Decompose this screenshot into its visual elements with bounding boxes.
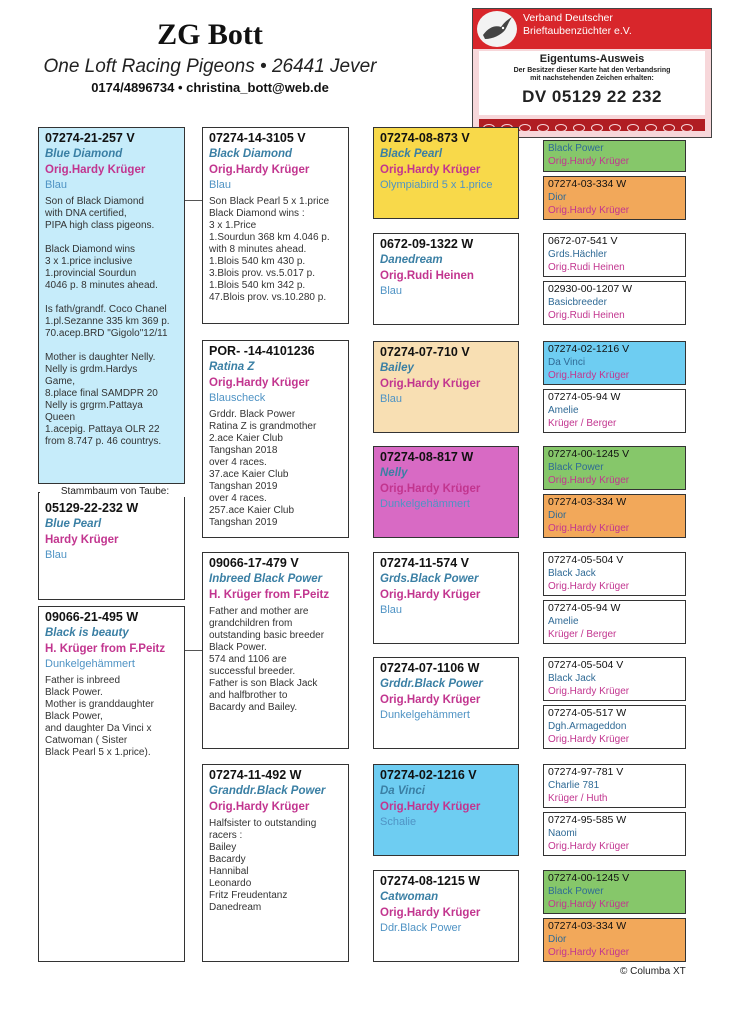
grandparent-box-4[interactable] bbox=[202, 764, 349, 962]
pigeon-color: Schalie bbox=[380, 816, 417, 828]
mother-box[interactable] bbox=[38, 606, 185, 962]
card-label: Eigentums-Ausweis bbox=[539, 53, 645, 65]
description-line: 1.Blois 540 km 342 p. bbox=[209, 280, 306, 291]
description-line: 70.acep.BRD "Gigolo"12/11 bbox=[45, 328, 168, 339]
description-line bbox=[45, 292, 180, 304]
pigeon-name: Basicbreeder bbox=[548, 297, 607, 308]
description-line: Black Power. bbox=[45, 687, 103, 698]
card-organisation bbox=[523, 12, 707, 38]
description-line: 3.Blois prov. vs.5.017 p. bbox=[209, 268, 315, 279]
pigeon-description bbox=[209, 606, 344, 714]
pigeon-name: Black Power bbox=[548, 462, 604, 473]
breeder-name: Orig.Hardy Krüger bbox=[209, 801, 310, 813]
description-line: Is fath/grandf. Coco Chanel bbox=[45, 304, 167, 315]
gen4-box-16[interactable] bbox=[543, 918, 686, 962]
breeder-name: Orig.Hardy Krüger bbox=[380, 801, 481, 813]
gen4-box-10[interactable] bbox=[543, 600, 686, 644]
description-line: 1.acepig. Pattaya OLR 22 bbox=[45, 424, 160, 435]
description-line: and daughter Da Vinci x bbox=[45, 723, 152, 734]
gen3-box-4[interactable] bbox=[373, 446, 519, 538]
breeder-name: Krüger / Berger bbox=[548, 418, 617, 429]
description-line: Son of Black Diamond bbox=[45, 196, 144, 207]
gen3-box-1[interactable] bbox=[373, 127, 519, 219]
description-line: Bailey bbox=[209, 842, 237, 853]
pigeon-name: Da Vinci bbox=[548, 357, 586, 368]
description-line: Halfsister to outstanding bbox=[209, 818, 317, 829]
pigeon-name: Black Jack bbox=[548, 568, 596, 579]
gen4-box-14[interactable] bbox=[543, 812, 686, 856]
description-line: Tangshan 2018 bbox=[209, 445, 278, 456]
gen4-box-4[interactable] bbox=[543, 281, 686, 325]
card-ring-number: DV 05129 22 232 bbox=[522, 87, 662, 106]
description-line: with 8 minutes ahead. bbox=[209, 244, 307, 255]
gen4-box-12[interactable] bbox=[543, 705, 686, 749]
subject-box[interactable] bbox=[38, 492, 185, 600]
ring-number: 07274-11-574 V bbox=[380, 556, 469, 570]
ring-number: 07274-05-504 V bbox=[548, 659, 624, 671]
description-line: Bacardy and Bailey. bbox=[209, 702, 298, 713]
pigeon-color: Dunkelgehämmert bbox=[380, 709, 470, 721]
description-line: Nelly is grdm.Hardys bbox=[45, 364, 138, 375]
breeder-title: ZG Bott bbox=[157, 18, 263, 51]
breeder-name: Orig.Rudi Heinen bbox=[380, 270, 474, 282]
card-note-line2: mit nachstehenden Zeichen erhalten: bbox=[530, 75, 654, 82]
gen4-box-8[interactable] bbox=[543, 494, 686, 538]
pigeon-color: Olympiabird 5 x 1.price bbox=[380, 179, 493, 191]
breeder-name: Orig.Hardy Krüger bbox=[548, 841, 630, 852]
breeder-name: Orig.Rudi Heinen bbox=[548, 310, 625, 321]
breeder-name: Orig.Hardy Krüger bbox=[380, 589, 481, 601]
description-line: from 8.747 p. 46 countrys. bbox=[45, 436, 162, 447]
card-note bbox=[479, 67, 705, 83]
pigeon-name: Dgh.Armageddon bbox=[548, 721, 627, 732]
breeder-name: Orig.Hardy Krüger bbox=[548, 523, 630, 534]
pigeon-description bbox=[209, 196, 344, 304]
ring-number: 07274-05-517 W bbox=[548, 707, 627, 719]
gen3-box-8[interactable] bbox=[373, 870, 519, 962]
ring-number: 07274-97-781 V bbox=[548, 766, 624, 778]
gen4-box-3[interactable] bbox=[543, 233, 686, 277]
breeder-name: Krüger / Berger bbox=[548, 629, 617, 640]
description-line: Tangshan 2019 bbox=[209, 481, 278, 492]
description-line: Ratina Z is grandmother bbox=[209, 421, 317, 432]
description-line: Black Diamond wins bbox=[45, 244, 136, 255]
pigeon-name: Black Power bbox=[548, 886, 604, 897]
description-line: 1.Blois 540 km 430 p. bbox=[209, 256, 306, 267]
breeder-name: Orig.Hardy Krüger bbox=[380, 378, 481, 390]
pigeon-color: Blau bbox=[380, 604, 403, 616]
description-line: Black Diamond wins : bbox=[209, 208, 305, 219]
description-line: Nelly is grgrm.Pattaya bbox=[45, 400, 143, 411]
breeder-name: Orig.Hardy Krüger bbox=[548, 734, 630, 745]
description-line: Black Power, bbox=[45, 711, 103, 722]
ring-number: 07274-02-1216 V bbox=[380, 768, 477, 782]
description-line: over 4 races. bbox=[209, 493, 267, 504]
pigeon-name: Grds.Hächler bbox=[548, 249, 607, 260]
breeder-subtitle: One Loft Racing Pigeons • 26441 Jever bbox=[43, 56, 377, 77]
breeder-name: Orig.Hardy Krüger bbox=[380, 694, 481, 706]
ring-number: 0672-09-1322 W bbox=[380, 237, 474, 251]
ring-number: 07274-02-1216 V bbox=[548, 343, 630, 355]
ring-number: 07274-00-1245 V bbox=[548, 448, 630, 460]
pigeon-name: Grddr.Black Power bbox=[380, 678, 483, 690]
breeder-name: Orig.Hardy Krüger bbox=[209, 164, 310, 176]
breeder-name: Orig.Hardy Krüger bbox=[548, 899, 630, 910]
pigeon-color: Blauscheck bbox=[209, 392, 266, 404]
description-line: 257.ace Kaier Club bbox=[209, 505, 295, 516]
description-line: 37.ace Kaier Club bbox=[209, 469, 289, 480]
description-line: Grddr. Black Power bbox=[209, 409, 296, 420]
ring-number: 05129-22-232 W bbox=[45, 501, 139, 515]
description-line: grandchildren from bbox=[209, 618, 293, 629]
ring-number: 07274-08-873 V bbox=[380, 131, 470, 145]
description-line: 2.ace Kaier Club bbox=[209, 433, 283, 444]
grandparent-box-3[interactable] bbox=[202, 552, 349, 749]
pigeon-name: Ratina Z bbox=[209, 361, 255, 373]
breeder-name: Orig.Hardy Krüger bbox=[548, 475, 630, 486]
description-line: over 4 races. bbox=[209, 457, 267, 468]
pigeon-name: Danedream bbox=[380, 254, 443, 266]
description-line: Mother is granddaughter bbox=[45, 699, 154, 710]
pigeon-description bbox=[45, 196, 180, 448]
description-line: successful breeder. bbox=[209, 666, 296, 677]
description-line: 3 x 1.Price bbox=[209, 220, 257, 231]
description-line: 4046 p. 8 minutes ahead. bbox=[45, 280, 158, 291]
breeder-name: Hardy Krüger bbox=[45, 534, 119, 546]
description-line: 574 and 1106 are bbox=[209, 654, 287, 665]
ring-number: 0672-07-541 V bbox=[548, 235, 618, 247]
ring-number: 07274-03-334 W bbox=[548, 920, 627, 932]
father-box[interactable] bbox=[38, 127, 185, 484]
gen3-box-7[interactable] bbox=[373, 764, 519, 856]
gen4-box-9[interactable] bbox=[543, 552, 686, 596]
breeder-name: H. Krüger from F.Peitz bbox=[209, 589, 330, 601]
pigeon-description bbox=[209, 818, 344, 914]
ring-number: 07274-05-504 V bbox=[548, 554, 624, 566]
card-org-line1: Verband Deutscher bbox=[523, 12, 613, 24]
ring-number: 07274-08-1215 W bbox=[380, 874, 481, 888]
description-line: 1.provincial Sourdun bbox=[45, 268, 137, 279]
ring-number: 07274-11-492 W bbox=[209, 768, 302, 782]
gen4-box-1[interactable] bbox=[543, 140, 686, 172]
pigeon-name: Da Vinci bbox=[380, 785, 425, 797]
breeder-name: Orig.Hardy Krüger bbox=[380, 483, 481, 495]
pigeon-name: Grds.Black Power bbox=[380, 573, 479, 585]
pigeon-name: Black Diamond bbox=[209, 148, 293, 160]
description-line: Hannibal bbox=[209, 866, 249, 877]
connector bbox=[184, 200, 202, 201]
pigeon-description bbox=[209, 409, 344, 529]
description-line: Queen bbox=[45, 412, 76, 423]
description-line: Tangshan 2019 bbox=[209, 517, 278, 528]
pigeon-color: Blau bbox=[45, 549, 68, 561]
description-line: Father and mother are bbox=[209, 606, 309, 617]
gen4-box-15[interactable] bbox=[543, 870, 686, 914]
pigeon-name: Nelly bbox=[380, 467, 408, 479]
breeder-name: Orig.Hardy Krüger bbox=[548, 205, 630, 216]
description-line bbox=[45, 340, 180, 352]
description-line: Fritz Freudentanz bbox=[209, 890, 288, 901]
pigeon-name: Black is beauty bbox=[45, 627, 129, 639]
pigeon-name: Black Pearl bbox=[380, 148, 443, 160]
ring-number: 07274-05-94 W bbox=[548, 391, 621, 403]
description-line: Catwoman ( Sister bbox=[45, 735, 128, 746]
card-note-line1: Der Besitzer dieser Karte hat den Verbandsring bbox=[513, 67, 671, 74]
pigeon-name: Blue Pearl bbox=[45, 518, 102, 530]
pigeon-description bbox=[45, 675, 180, 759]
description-line: outstanding basic breeder bbox=[209, 630, 325, 641]
pigeon-name: Amelie bbox=[548, 405, 579, 416]
breeder-name: Orig.Hardy Krüger bbox=[380, 907, 481, 919]
breeder-name: Orig.Hardy Krüger bbox=[45, 164, 146, 176]
gen4-box-11[interactable] bbox=[543, 657, 686, 701]
description-line: Game, bbox=[45, 376, 76, 387]
ring-number: 07274-03-334 W bbox=[548, 178, 627, 190]
gen4-box-7[interactable] bbox=[543, 446, 686, 490]
card-body bbox=[479, 51, 705, 115]
ring-number: 09066-21-495 W bbox=[45, 610, 139, 624]
ring-number: 07274-08-817 W bbox=[380, 450, 474, 464]
description-line: Father is son Black Jack bbox=[209, 678, 318, 689]
pigeon-color: Dunkelgehämmert bbox=[380, 498, 470, 510]
pigeon-name: Dior bbox=[548, 510, 567, 521]
gen4-box-6[interactable] bbox=[543, 389, 686, 433]
ring-number: 09066-17-479 V bbox=[209, 556, 299, 570]
breeder-name: Orig.Hardy Krüger bbox=[209, 377, 310, 389]
description-line: Black Power. bbox=[209, 642, 267, 653]
pigeon-name: Dior bbox=[548, 934, 567, 945]
ring-number: POR- -14-4101236 bbox=[209, 344, 315, 358]
description-line: 1.Sourdun 368 km 4.046 p. bbox=[209, 232, 330, 243]
software-credit: © Columba XT bbox=[620, 966, 686, 977]
pigeon-color: Blau bbox=[209, 179, 232, 191]
breeder-name: H. Krüger from F.Peitz bbox=[45, 643, 166, 655]
ring-number: 07274-07-1106 W bbox=[380, 661, 480, 675]
pigeon-color: Blau bbox=[45, 179, 68, 191]
grandparent-box-2[interactable] bbox=[202, 340, 349, 538]
description-line: 1.pl.Sezanne 335 km 369 p. bbox=[45, 316, 170, 327]
ownership-card bbox=[472, 8, 712, 138]
pigeon-name: Charlie 781 bbox=[548, 780, 600, 791]
description-line: 8.place final SAMDPR 20 bbox=[45, 388, 158, 399]
pigeon-name: Dior bbox=[548, 192, 567, 203]
breeder-name: Orig.Rudi Heinen bbox=[548, 262, 625, 273]
ring-number: 07274-00-1245 V bbox=[548, 872, 630, 884]
description-line: with DNA certified, bbox=[45, 208, 127, 219]
ring-number: 07274-14-3105 V bbox=[209, 131, 306, 145]
ring-number: 07274-21-257 V bbox=[45, 131, 135, 145]
pigeon-name: Naomi bbox=[548, 828, 577, 839]
gen3-box-2[interactable] bbox=[373, 233, 519, 325]
pigeon-color: Blau bbox=[380, 285, 403, 297]
pigeon-name: Inbreed Black Power bbox=[209, 573, 323, 585]
description-line: and halfbrother to bbox=[209, 690, 288, 701]
connector bbox=[184, 650, 202, 651]
pigeon-name: Blue Diamond bbox=[45, 148, 123, 160]
pigeon-name: Black Power bbox=[548, 143, 604, 154]
gen4-box-5[interactable] bbox=[543, 341, 686, 385]
pigeon-name: Amelie bbox=[548, 616, 579, 627]
pigeon-color: Dunkelgehämmert bbox=[45, 658, 135, 670]
ring-number: 07274-05-94 W bbox=[548, 602, 621, 614]
pigeon-name: Catwoman bbox=[380, 891, 439, 903]
breeder-contact: 0174/4896734 • christina_bott@web.de bbox=[91, 80, 329, 95]
description-line: Bacardy bbox=[209, 854, 246, 865]
pigeon-name: Granddr.Black Power bbox=[209, 785, 326, 797]
description-line: Mother is daughter Nelly. bbox=[45, 352, 156, 363]
breeder-name: Orig.Hardy Krüger bbox=[548, 370, 630, 381]
breeder-name: Orig.Hardy Krüger bbox=[380, 164, 481, 176]
breeder-name: Krüger / Huth bbox=[548, 793, 608, 804]
description-line: 47.Blois prov. vs.10.280 p. bbox=[209, 292, 327, 303]
description-line: 3 x 1.price inclusive bbox=[45, 256, 133, 267]
gen3-box-3[interactable] bbox=[373, 341, 519, 433]
ring-number: 02930-00-1207 W bbox=[548, 283, 633, 295]
card-header bbox=[473, 9, 711, 49]
pigeon-color: Ddr.Black Power bbox=[380, 922, 462, 934]
breeder-name: Orig.Hardy Krüger bbox=[548, 947, 630, 958]
description-line bbox=[45, 232, 180, 244]
pigeon-logo-icon bbox=[477, 11, 517, 47]
description-line: racers : bbox=[209, 830, 243, 841]
gen4-box-13[interactable] bbox=[543, 764, 686, 808]
description-line: Father is inbreed bbox=[45, 675, 121, 686]
ring-number: 07274-07-710 V bbox=[380, 345, 470, 359]
breeder-name: Orig.Hardy Krüger bbox=[548, 686, 630, 697]
ring-number: 07274-03-334 W bbox=[548, 496, 627, 508]
gen4-box-2[interactable] bbox=[543, 176, 686, 220]
grandparent-box-1[interactable] bbox=[202, 127, 349, 324]
description-line: Leonardo bbox=[209, 878, 252, 889]
pigeon-name: Bailey bbox=[380, 362, 414, 374]
pigeon-name: Black Jack bbox=[548, 673, 596, 684]
card-org-line2: Brieftaubenzüchter e.V. bbox=[523, 25, 632, 37]
description-line: Son Black Pearl 5 x 1.price bbox=[209, 196, 330, 207]
ring-number: 07274-95-585 W bbox=[548, 814, 627, 826]
pedigree-of-label: Stammbaum von Taube: bbox=[40, 486, 190, 497]
description-line: Danedream bbox=[209, 902, 262, 913]
gen3-box-5[interactable] bbox=[373, 552, 519, 644]
gen3-box-6[interactable] bbox=[373, 657, 519, 749]
breeder-name: Orig.Hardy Krüger bbox=[548, 156, 630, 167]
pigeon-color: Blau bbox=[380, 393, 403, 405]
description-line: PIPA high class pigeons. bbox=[45, 220, 155, 231]
breeder-name: Orig.Hardy Krüger bbox=[548, 581, 630, 592]
description-line: Black Pearl 5 x 1.price). bbox=[45, 747, 151, 758]
